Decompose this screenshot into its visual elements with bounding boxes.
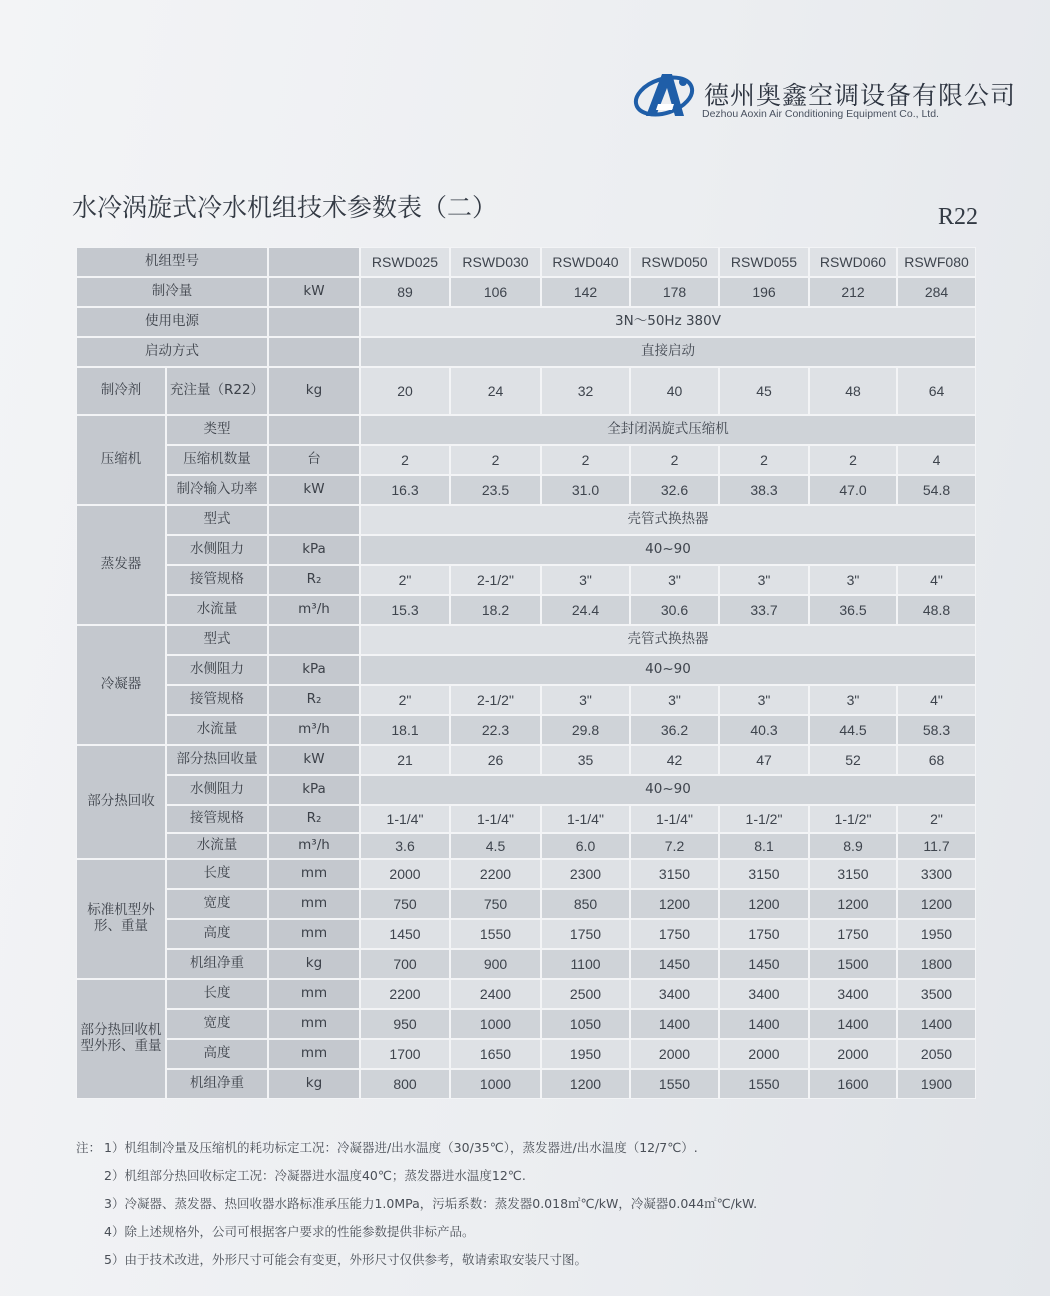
page-title: 水冷涡旋式冷水机组技术参数表（二） [72, 193, 498, 222]
value-cell: 196 [719, 277, 809, 307]
value-cell: 20 [360, 367, 450, 415]
value-cell: 2000 [360, 859, 450, 889]
row-label: 充注量（R22） [166, 367, 268, 415]
value-cell: 4 [897, 445, 976, 475]
unit-cell: kW [268, 745, 360, 775]
value-cell: 1550 [450, 919, 541, 949]
value-cell: 2200 [450, 859, 541, 889]
value-cell: 18.1 [360, 715, 450, 745]
row-label: 使用电源 [76, 307, 268, 337]
row-label: 接管规格 [166, 805, 268, 833]
value-cell: 18.2 [450, 595, 541, 625]
model-header-cell: RSWD025 [360, 247, 450, 277]
unit-cell: mm [268, 919, 360, 949]
value-cell: 58.3 [897, 715, 976, 745]
unit-cell: mm [268, 979, 360, 1009]
row-label: 水侧阻力 [166, 655, 268, 685]
company-name-cn: 德州奥鑫空调设备有限公司 [704, 81, 1017, 110]
value-cell: 1450 [360, 919, 450, 949]
value-cell: 1-1/4" [450, 805, 541, 833]
company-name-en: Dezhou Aoxin Air Conditioning Equipment Co., Ltd. [702, 108, 939, 120]
model-header-cell: RSWD060 [809, 247, 897, 277]
spec-table [76, 247, 976, 1095]
row-label: 制冷量 [76, 277, 268, 307]
value-cell: 2300 [541, 859, 630, 889]
unit-cell: kW [268, 475, 360, 505]
value-cell: 32.6 [630, 475, 719, 505]
value-cell: 2" [897, 805, 976, 833]
value-cell: 42 [630, 745, 719, 775]
row-label: 水流量 [166, 833, 268, 859]
value-cell: 1050 [541, 1009, 630, 1039]
value-cell: 1450 [719, 949, 809, 979]
value-cell: 1-1/4" [630, 805, 719, 833]
row-label: 长度 [166, 979, 268, 1009]
model-header-cell: RSWD030 [450, 247, 541, 277]
value-cell: 29.8 [541, 715, 630, 745]
value-cell: 1450 [630, 949, 719, 979]
value-cell: 16.3 [360, 475, 450, 505]
value-cell: 1550 [719, 1069, 809, 1099]
unit-cell: mm [268, 1009, 360, 1039]
value-cell: 3" [630, 685, 719, 715]
row-label: 机组净重 [166, 1069, 268, 1099]
unit-cell [268, 307, 360, 337]
value-cell: 36.2 [630, 715, 719, 745]
value-cell: 2 [719, 445, 809, 475]
value-cell: 4" [897, 685, 976, 715]
row-label: 宽度 [166, 1009, 268, 1039]
value-cell: 4.5 [450, 833, 541, 859]
value-cell: 68 [897, 745, 976, 775]
value-cell: 32 [541, 367, 630, 415]
value-cell: 89 [360, 277, 450, 307]
value-cell: 1800 [897, 949, 976, 979]
note-item: 3）冷凝器、蒸发器、热回收器水路标准承压能力1.0MPa，污垢系数：蒸发器0.018㎡℃/kW，冷凝器0.044㎡℃/kW. [104, 1196, 758, 1211]
unit-cell: 台 [268, 445, 360, 475]
unit-cell: R₂ [268, 565, 360, 595]
row-label: 长度 [166, 859, 268, 889]
value-cell: 1650 [450, 1039, 541, 1069]
value-cell: 3500 [897, 979, 976, 1009]
row-label: 水侧阻力 [166, 535, 268, 565]
value-cell: 3" [541, 685, 630, 715]
value-cell: 6.0 [541, 833, 630, 859]
value-cell: 15.3 [360, 595, 450, 625]
group-label: 制冷剂 [76, 367, 166, 415]
model-header-cell: RSWD055 [719, 247, 809, 277]
value-cell: 1400 [630, 1009, 719, 1039]
note-item: 4）除上述规格外，公司可根据客户要求的性能参数提供非标产品。 [104, 1224, 475, 1239]
value-cell: 2 [450, 445, 541, 475]
unit-cell: kg [268, 1069, 360, 1099]
value-cell: 2 [360, 445, 450, 475]
value-cell: 8.1 [719, 833, 809, 859]
value-cell: 142 [541, 277, 630, 307]
unit-cell: R₂ [268, 805, 360, 833]
value-cell: 3" [541, 565, 630, 595]
row-label: 型式 [166, 625, 268, 655]
value-cell: 36.5 [809, 595, 897, 625]
value-cell: 1750 [541, 919, 630, 949]
value-cell: 2 [630, 445, 719, 475]
merged-value-cell: 壳管式换热器 [360, 625, 976, 655]
row-label: 机组型号 [76, 247, 268, 277]
value-cell: 30.6 [630, 595, 719, 625]
value-cell: 22.3 [450, 715, 541, 745]
merged-value-cell: 全封闭涡旋式压缩机 [360, 415, 976, 445]
unit-cell [268, 415, 360, 445]
unit-cell [268, 247, 360, 277]
notes-prefix: 注： [76, 1140, 102, 1155]
row-label: 型式 [166, 505, 268, 535]
value-cell: 2-1/2" [450, 565, 541, 595]
unit-cell [268, 505, 360, 535]
value-cell: 2" [360, 565, 450, 595]
row-label: 水侧阻力 [166, 775, 268, 805]
group-label: 部分热回收机型外形、重量 [76, 979, 166, 1099]
value-cell: 1-1/2" [809, 805, 897, 833]
row-label: 启动方式 [76, 337, 268, 367]
group-label: 压缩机 [76, 415, 166, 505]
value-cell: 800 [360, 1069, 450, 1099]
row-label: 机组净重 [166, 949, 268, 979]
row-label: 宽度 [166, 889, 268, 919]
value-cell: 1600 [809, 1069, 897, 1099]
value-cell: 2000 [719, 1039, 809, 1069]
value-cell: 24 [450, 367, 541, 415]
unit-cell: mm [268, 1039, 360, 1069]
value-cell: 2 [541, 445, 630, 475]
value-cell: 33.7 [719, 595, 809, 625]
row-label: 高度 [166, 1039, 268, 1069]
value-cell: 1750 [719, 919, 809, 949]
value-cell: 1950 [897, 919, 976, 949]
unit-cell: kg [268, 949, 360, 979]
value-cell: 23.5 [450, 475, 541, 505]
value-cell: 1100 [541, 949, 630, 979]
row-label: 部分热回收量 [166, 745, 268, 775]
model-header-cell: RSWD050 [630, 247, 719, 277]
value-cell: 2400 [450, 979, 541, 1009]
value-cell: 47.0 [809, 475, 897, 505]
value-cell: 1400 [809, 1009, 897, 1039]
value-cell: 2-1/2" [450, 685, 541, 715]
value-cell: 52 [809, 745, 897, 775]
value-cell: 750 [450, 889, 541, 919]
value-cell: 54.8 [897, 475, 976, 505]
value-cell: 1950 [541, 1039, 630, 1069]
value-cell: 1400 [719, 1009, 809, 1039]
unit-cell: kPa [268, 775, 360, 805]
value-cell: 3400 [719, 979, 809, 1009]
value-cell: 1550 [630, 1069, 719, 1099]
value-cell: 38.3 [719, 475, 809, 505]
value-cell: 212 [809, 277, 897, 307]
value-cell: 1750 [630, 919, 719, 949]
group-label: 标准机型外形、重量 [76, 859, 166, 979]
value-cell: 750 [360, 889, 450, 919]
value-cell: 1400 [897, 1009, 976, 1039]
value-cell: 3300 [897, 859, 976, 889]
value-cell: 2200 [360, 979, 450, 1009]
model-header-cell: RSWD040 [541, 247, 630, 277]
unit-cell: kW [268, 277, 360, 307]
merged-value-cell: 40~90 [360, 655, 976, 685]
unit-cell: mm [268, 859, 360, 889]
unit-cell [268, 625, 360, 655]
value-cell: 40.3 [719, 715, 809, 745]
value-cell: 1-1/4" [360, 805, 450, 833]
unit-cell: R₂ [268, 685, 360, 715]
value-cell: 1200 [897, 889, 976, 919]
value-cell: 1700 [360, 1039, 450, 1069]
value-cell: 3400 [809, 979, 897, 1009]
note-item: 2）机组部分热回收标定工况：冷凝器进水温度40℃；蒸发器进水温度12℃. [104, 1168, 526, 1183]
value-cell: 3" [809, 685, 897, 715]
value-cell: 35 [541, 745, 630, 775]
merged-value-cell: 40~90 [360, 775, 976, 805]
note-item: 5）由于技术改进，外形尺寸可能会有变更，外形尺寸仅供参考，敬请索取安装尺寸图。 [104, 1252, 587, 1267]
value-cell: 2500 [541, 979, 630, 1009]
group-label: 部分热回收 [76, 745, 166, 859]
row-label: 接管规格 [166, 685, 268, 715]
row-label: 接管规格 [166, 565, 268, 595]
row-label: 制冷输入功率 [166, 475, 268, 505]
unit-cell: m³/h [268, 833, 360, 859]
value-cell: 3150 [719, 859, 809, 889]
value-cell: 1750 [809, 919, 897, 949]
value-cell: 31.0 [541, 475, 630, 505]
value-cell: 900 [450, 949, 541, 979]
merged-value-cell: 直接启动 [360, 337, 976, 367]
value-cell: 64 [897, 367, 976, 415]
value-cell: 1200 [719, 889, 809, 919]
group-label: 蒸发器 [76, 505, 166, 625]
value-cell: 21 [360, 745, 450, 775]
row-label: 高度 [166, 919, 268, 949]
unit-cell: m³/h [268, 715, 360, 745]
value-cell: 4" [897, 565, 976, 595]
value-cell: 48.8 [897, 595, 976, 625]
value-cell: 3" [719, 685, 809, 715]
value-cell: 1-1/2" [719, 805, 809, 833]
value-cell: 2000 [630, 1039, 719, 1069]
row-label: 类型 [166, 415, 268, 445]
value-cell: 45 [719, 367, 809, 415]
model-header-cell: RSWF080 [897, 247, 976, 277]
unit-cell: kPa [268, 655, 360, 685]
value-cell: 850 [541, 889, 630, 919]
group-label: 冷凝器 [76, 625, 166, 745]
value-cell: 284 [897, 277, 976, 307]
row-label: 压缩机数量 [166, 445, 268, 475]
unit-cell: m³/h [268, 595, 360, 625]
value-cell: 40 [630, 367, 719, 415]
merged-value-cell: 40~90 [360, 535, 976, 565]
company-logo [632, 66, 1017, 126]
value-cell: 3" [719, 565, 809, 595]
value-cell: 26 [450, 745, 541, 775]
row-label: 水流量 [166, 595, 268, 625]
value-cell: 178 [630, 277, 719, 307]
value-cell: 1500 [809, 949, 897, 979]
refrigerant-label: R22 [938, 204, 979, 230]
merged-value-cell: 壳管式换热器 [360, 505, 976, 535]
unit-cell: mm [268, 889, 360, 919]
unit-cell: kg [268, 367, 360, 415]
value-cell: 1-1/4" [541, 805, 630, 833]
value-cell: 8.9 [809, 833, 897, 859]
value-cell: 1900 [897, 1069, 976, 1099]
value-cell: 44.5 [809, 715, 897, 745]
merged-value-cell: 3N～50Hz 380V [360, 307, 976, 337]
value-cell: 2050 [897, 1039, 976, 1069]
value-cell: 2" [360, 685, 450, 715]
value-cell: 2000 [809, 1039, 897, 1069]
value-cell: 1200 [809, 889, 897, 919]
value-cell: 11.7 [897, 833, 976, 859]
value-cell: 2 [809, 445, 897, 475]
value-cell: 3400 [630, 979, 719, 1009]
value-cell: 3" [630, 565, 719, 595]
value-cell: 1000 [450, 1009, 541, 1039]
aoxin-logo-icon [632, 66, 696, 122]
value-cell: 1000 [450, 1069, 541, 1099]
note-item: 1）机组制冷量及压缩机的耗功标定工况：冷凝器进/出水温度（30/35℃），蒸发器进/出水温度（12/7℃）. [104, 1140, 698, 1155]
value-cell: 7.2 [630, 833, 719, 859]
value-cell: 24.4 [541, 595, 630, 625]
value-cell: 48 [809, 367, 897, 415]
value-cell: 950 [360, 1009, 450, 1039]
value-cell: 1200 [630, 889, 719, 919]
value-cell: 1200 [541, 1069, 630, 1099]
value-cell: 3.6 [360, 833, 450, 859]
unit-cell: kPa [268, 535, 360, 565]
value-cell: 3150 [630, 859, 719, 889]
unit-cell [268, 337, 360, 367]
value-cell: 700 [360, 949, 450, 979]
value-cell: 47 [719, 745, 809, 775]
value-cell: 106 [450, 277, 541, 307]
value-cell: 3" [809, 565, 897, 595]
value-cell: 3150 [809, 859, 897, 889]
row-label: 水流量 [166, 715, 268, 745]
